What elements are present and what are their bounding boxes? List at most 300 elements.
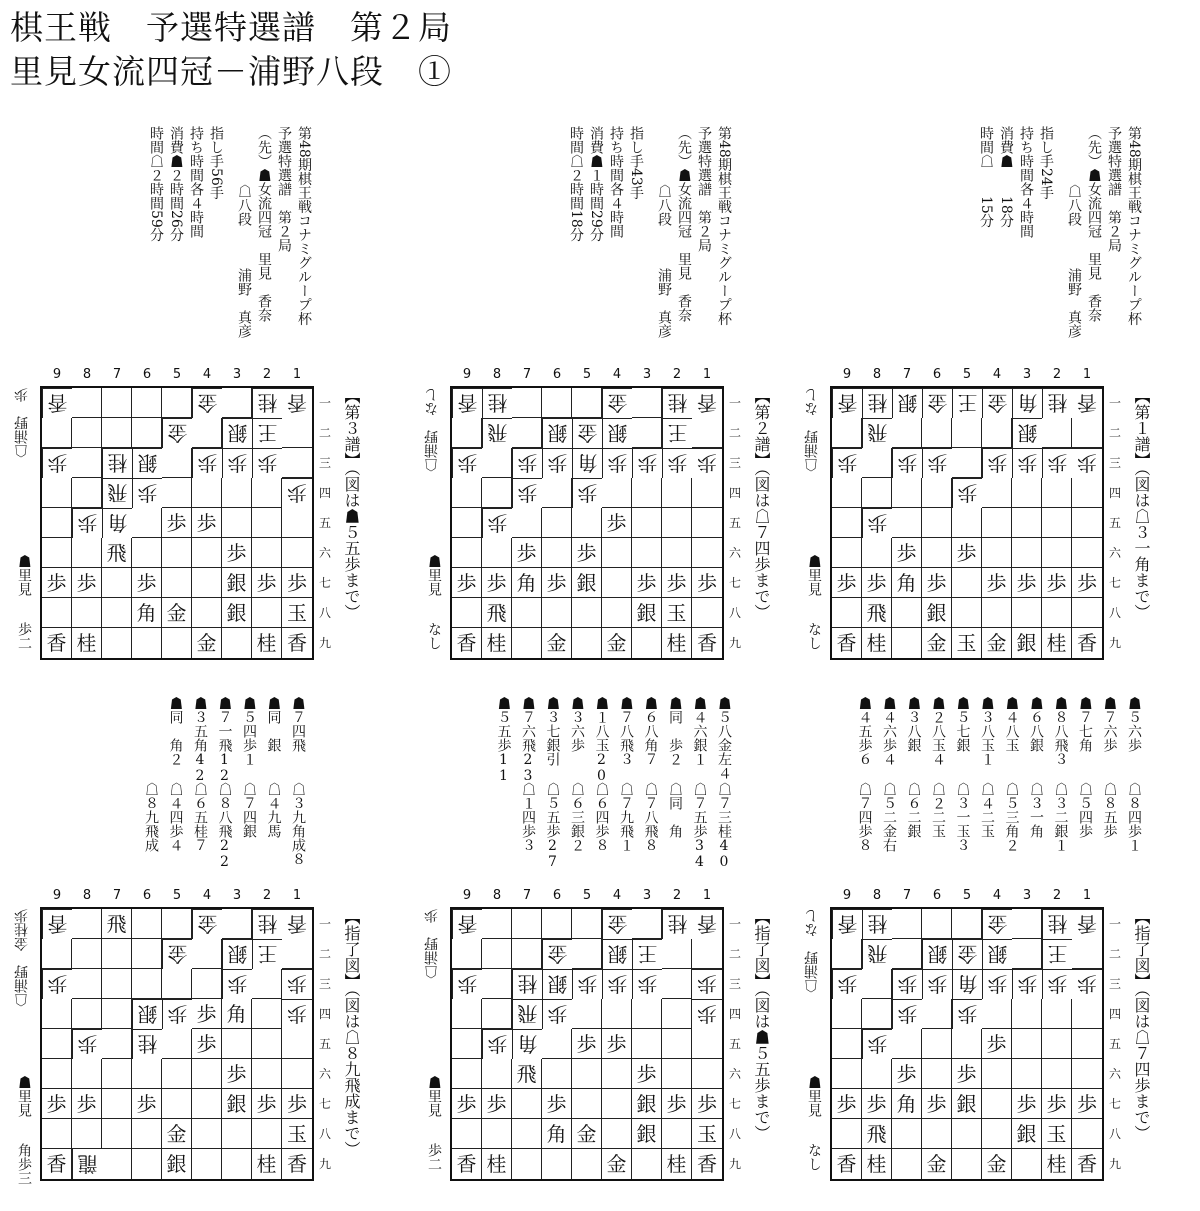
board-square	[512, 1119, 542, 1149]
board-square	[982, 598, 1012, 628]
rank-number: 三	[1108, 977, 1121, 991]
file-number: 6	[932, 367, 942, 382]
board-square	[162, 568, 192, 598]
gote-piece: 銀	[542, 418, 572, 448]
gote-player-label: ☖浦野 なし	[424, 388, 440, 472]
gote-piece: 歩	[72, 1029, 102, 1059]
file-number: 5	[582, 888, 592, 903]
board-square	[662, 508, 692, 538]
board-square	[542, 1149, 572, 1179]
rank-number: 三	[1108, 456, 1121, 470]
file-number: 5	[962, 888, 972, 903]
gote-move: ☖６三銀２	[569, 782, 585, 852]
board-square	[632, 1149, 662, 1179]
sente-piece: 金	[602, 628, 632, 658]
board-square	[1072, 508, 1102, 538]
sente-hand: なし	[806, 1143, 822, 1171]
board-square	[482, 538, 512, 568]
rank-number: 二	[318, 947, 331, 961]
rank-number: 九	[318, 636, 331, 650]
board-square	[1072, 1029, 1102, 1059]
gote-piece: 飛	[862, 939, 892, 969]
board-square	[1042, 478, 1072, 508]
sente-piece: 香	[42, 1149, 72, 1179]
board-square	[72, 939, 102, 969]
sente-piece: 銀	[222, 568, 252, 598]
board-square	[102, 1119, 132, 1149]
file-number: 7	[112, 888, 122, 903]
sente-piece: 桂	[1042, 628, 1072, 658]
board-square	[952, 1029, 982, 1059]
board-square	[102, 418, 132, 448]
board-square	[982, 478, 1012, 508]
info-used-gote: 時間☖２時間59分	[148, 126, 164, 242]
file-number: 9	[842, 888, 852, 903]
shogi-board	[40, 386, 314, 660]
gote-piece: 銀	[222, 418, 252, 448]
gote-piece: 歩	[572, 478, 602, 508]
board-square	[982, 1119, 1012, 1149]
board-square	[1012, 598, 1042, 628]
board-square	[512, 909, 542, 939]
gote-piece: 歩	[692, 448, 722, 478]
board-square	[632, 628, 662, 658]
board-square	[602, 478, 632, 508]
info-event: 第48期棋王戦コナミグループ杯	[296, 126, 312, 326]
board-square	[982, 418, 1012, 448]
gote-piece: 銀	[132, 999, 162, 1029]
rank-number: 一	[318, 917, 331, 931]
sente-piece: 歩	[1012, 1089, 1042, 1119]
gote-piece: 歩	[222, 448, 252, 478]
board-square	[282, 418, 312, 448]
gote-piece: 歩	[282, 478, 312, 508]
sente-piece: 角	[542, 1119, 572, 1149]
sente-piece: 歩	[72, 568, 102, 598]
gote-piece: 銀	[132, 448, 162, 478]
gote-move: ☖５四歩	[1077, 782, 1093, 838]
board-square	[952, 1149, 982, 1179]
sente-piece: 桂	[252, 1149, 282, 1179]
board-grid	[42, 909, 312, 1179]
board-square	[252, 1029, 282, 1059]
board-square	[832, 999, 862, 1029]
info-game: 予選特選譜 第２局	[1106, 126, 1122, 252]
board-square	[192, 1149, 222, 1179]
board-square	[832, 1029, 862, 1059]
board-square	[282, 939, 312, 969]
board-square	[192, 1059, 222, 1089]
board-square	[542, 388, 572, 418]
gote-piece: 金	[982, 909, 1012, 939]
gote-piece: 桂	[662, 909, 692, 939]
rank-number: 六	[318, 546, 331, 560]
file-number: 9	[462, 367, 472, 382]
board-square	[572, 628, 602, 658]
board-square	[42, 1059, 72, 1089]
board-square	[72, 538, 102, 568]
rank-number: 四	[1108, 486, 1121, 500]
sente-move: ☗７七角	[1077, 696, 1093, 752]
file-number: 5	[172, 888, 182, 903]
board-square	[72, 478, 102, 508]
gote-piece: 歩	[222, 969, 252, 999]
board-square	[572, 1059, 602, 1089]
board-square	[102, 1089, 132, 1119]
sente-piece: 玉	[662, 598, 692, 628]
gote-piece: 歩	[602, 969, 632, 999]
rank-number: 八	[728, 1127, 741, 1141]
rank-number: 九	[728, 636, 741, 650]
file-number: 3	[232, 367, 242, 382]
sente-piece: 歩	[452, 1089, 482, 1119]
board-square	[542, 598, 572, 628]
sente-piece: 歩	[832, 1089, 862, 1119]
sente-move: ☗４六銀１	[691, 696, 708, 766]
board-square	[892, 1029, 922, 1059]
gote-piece: 角	[1012, 388, 1042, 418]
gote-piece: 角	[102, 508, 132, 538]
board-square	[952, 508, 982, 538]
gote-piece: 桂	[662, 388, 692, 418]
gote-piece: 歩	[692, 999, 722, 1029]
sente-piece: 歩	[952, 1059, 982, 1089]
rank-number: 五	[318, 516, 331, 530]
gote-piece: 銀	[222, 939, 252, 969]
sente-piece: 香	[42, 628, 72, 658]
rank-number: 九	[318, 1157, 331, 1171]
gote-piece: 香	[1072, 909, 1102, 939]
info-used-gote: 時間☖２時間18分	[568, 126, 584, 242]
board-square	[132, 1059, 162, 1089]
gote-piece: 歩	[252, 448, 282, 478]
gote-piece: 王	[632, 939, 662, 969]
board-square	[482, 478, 512, 508]
board-square	[512, 1149, 542, 1179]
board-square	[1012, 508, 1042, 538]
board-square	[72, 448, 102, 478]
sente-piece: 歩	[862, 568, 892, 598]
board-square	[72, 1119, 102, 1149]
info-event: 第48期棋王戦コナミグループ杯	[1126, 126, 1142, 326]
board-square	[252, 508, 282, 538]
gote-piece: 歩	[132, 478, 162, 508]
gote-piece: 歩	[1072, 969, 1102, 999]
board-square	[572, 1149, 602, 1179]
board-square	[692, 598, 722, 628]
rank-number: 五	[318, 1037, 331, 1051]
gote-piece: 歩	[892, 448, 922, 478]
rank-number: 二	[728, 947, 741, 961]
rank-number: 八	[318, 1127, 331, 1141]
sente-piece: 歩	[572, 1029, 602, 1059]
board-square	[512, 388, 542, 418]
board-square	[452, 418, 482, 448]
board-square	[102, 628, 132, 658]
sente-piece: 角	[892, 1089, 922, 1119]
board-square	[482, 909, 512, 939]
gote-piece: 香	[452, 388, 482, 418]
gote-piece: 歩	[192, 448, 222, 478]
board-square	[572, 909, 602, 939]
board-square	[1072, 1059, 1102, 1089]
board-square	[102, 969, 132, 999]
file-number: 8	[492, 367, 502, 382]
sente-piece: 歩	[542, 568, 572, 598]
shogi-board	[450, 907, 724, 1181]
board-square	[922, 418, 952, 448]
gote-piece: 桂	[132, 1029, 162, 1059]
sente-piece: 歩	[192, 999, 222, 1029]
sente-player-label: ☗里見	[806, 554, 822, 596]
rank-number: 三	[728, 456, 741, 470]
sente-piece: 金	[162, 598, 192, 628]
info-sente: （先）☗女流四冠 里見 香奈	[256, 126, 272, 322]
gote-piece: 王	[952, 388, 982, 418]
sente-piece: 歩	[282, 1089, 312, 1119]
sente-piece: 飛	[482, 598, 512, 628]
gote-piece: 香	[282, 388, 312, 418]
board-square	[952, 448, 982, 478]
board-square	[662, 999, 692, 1029]
board-square	[42, 508, 72, 538]
board-grid	[452, 388, 722, 658]
sente-player-label: ☗里見	[806, 1075, 822, 1117]
board-square	[572, 508, 602, 538]
file-number: 2	[672, 888, 682, 903]
board-square	[1042, 999, 1072, 1029]
diagram-caption: 【第１譜】（図は☖３一角まで）	[1132, 388, 1151, 620]
sente-piece: 歩	[922, 568, 952, 598]
sente-piece: 香	[1077, 631, 1097, 655]
shogi-board	[450, 386, 724, 660]
board-square	[952, 909, 982, 939]
sente-piece: 金	[922, 1149, 952, 1179]
board-square	[192, 418, 222, 448]
board-square	[542, 1059, 572, 1089]
board-square	[892, 1149, 922, 1179]
gote-piece: 銀	[892, 388, 922, 418]
board-square	[252, 538, 282, 568]
gote-piece: 銀	[542, 969, 572, 999]
rank-number: 一	[318, 396, 331, 410]
board-square	[252, 478, 282, 508]
board-square	[192, 969, 222, 999]
gote-piece: 歩	[482, 1029, 512, 1059]
rank-number: 四	[318, 1007, 331, 1021]
sente-hand: 歩二	[16, 622, 32, 650]
gote-move: ☖４二玉	[979, 782, 995, 838]
sente-move: ☗３五角42	[192, 696, 208, 784]
sente-move: ☗１八玉20	[593, 696, 610, 784]
sente-piece: 角	[132, 598, 162, 628]
file-number: 4	[992, 367, 1002, 382]
gote-piece: 歩	[862, 1029, 892, 1059]
file-number: 8	[872, 367, 882, 382]
board-square	[132, 538, 162, 568]
sente-piece: 歩	[982, 1029, 1012, 1059]
board-square	[952, 1119, 982, 1149]
sente-piece: 歩	[862, 1089, 892, 1119]
board-square	[1072, 418, 1102, 448]
rank-number: 四	[728, 1007, 741, 1021]
board-square	[132, 939, 162, 969]
board-square	[602, 598, 632, 628]
rank-number: 二	[1108, 426, 1121, 440]
board-square	[162, 388, 192, 418]
gote-move: ☖３九角成８	[290, 782, 306, 866]
gote-piece: 金	[572, 418, 602, 448]
sente-piece: 歩	[252, 1089, 282, 1119]
board-square	[1072, 478, 1102, 508]
gote-player-label: ☖浦野 なし	[804, 388, 820, 472]
board-square	[42, 999, 72, 1029]
sente-piece: 歩	[482, 1089, 512, 1119]
sente-piece: 銀	[572, 568, 602, 598]
board-square	[862, 448, 892, 478]
gote-piece: 歩	[1042, 448, 1072, 478]
sente-piece: 歩	[952, 538, 982, 568]
gote-piece: 王	[662, 418, 692, 448]
board-square	[1042, 1029, 1072, 1059]
gote-piece: 金	[542, 939, 572, 969]
gote-piece: 歩	[512, 478, 542, 508]
board-square	[1072, 598, 1102, 628]
sente-piece: 歩	[542, 1089, 572, 1119]
gote-piece: 歩	[542, 448, 572, 478]
gote-piece: 歩	[692, 969, 722, 999]
info-sente: （先）☗女流四冠 里見 香奈	[676, 126, 692, 322]
sente-piece: 香	[697, 1152, 717, 1176]
file-number: 3	[642, 888, 652, 903]
board-square	[102, 568, 132, 598]
gote-move: ☖７三桂40	[716, 782, 732, 870]
sente-piece: 銀	[162, 1149, 192, 1179]
rank-number: 二	[318, 426, 331, 440]
info-used-sente: 消費☗１時間29分	[588, 126, 604, 242]
board-square	[222, 508, 252, 538]
rank-number: 三	[318, 977, 331, 991]
info-event: 第48期棋王戦コナミグループ杯	[716, 126, 732, 326]
gote-piece: 歩	[452, 448, 482, 478]
sente-piece: 歩	[572, 538, 602, 568]
board-square	[42, 478, 72, 508]
gote-piece: 王	[252, 939, 282, 969]
rank-number: 五	[728, 516, 741, 530]
rank-number: 四	[1108, 1007, 1121, 1021]
info-moves: 指し手43手	[628, 126, 644, 200]
board-square	[832, 1119, 862, 1149]
sente-piece: 金	[572, 1119, 602, 1149]
board-square	[892, 508, 922, 538]
gote-piece: 歩	[572, 969, 602, 999]
file-number: 3	[642, 367, 652, 382]
board-square	[922, 999, 952, 1029]
sente-piece: 香	[832, 1149, 862, 1179]
board-square	[452, 508, 482, 538]
board-square	[192, 1089, 222, 1119]
rank-number: 九	[728, 1157, 741, 1171]
board-square	[862, 1059, 892, 1089]
board-square	[102, 388, 132, 418]
sente-piece: 玉	[952, 628, 982, 658]
gote-piece: 桂	[252, 909, 282, 939]
sente-piece: 桂	[1042, 1149, 1072, 1179]
rank-number: 五	[1108, 1037, 1121, 1051]
board-square	[72, 999, 102, 1029]
board-square	[892, 478, 922, 508]
sente-piece: 香	[832, 628, 862, 658]
rank-number: 一	[728, 917, 741, 931]
gote-piece: 歩	[632, 969, 662, 999]
diagram-caption: 【第３譜】（図は☗５五歩まで）	[342, 388, 361, 620]
sente-piece: 歩	[892, 1059, 922, 1089]
board-square	[1012, 1149, 1042, 1179]
board-square	[132, 628, 162, 658]
board-square	[1012, 939, 1042, 969]
gote-piece: 歩	[832, 969, 862, 999]
board-square	[72, 969, 102, 999]
rank-number: 八	[728, 606, 741, 620]
board-square	[1072, 999, 1102, 1029]
sente-piece: 飛	[102, 538, 132, 568]
gote-piece: 歩	[512, 448, 542, 478]
board-square	[132, 418, 162, 448]
board-square	[512, 628, 542, 658]
info-moves: 指し手24手	[1038, 126, 1054, 200]
board-square	[222, 1119, 252, 1149]
diagram-caption: 【指了図】（図は☖８九飛成まで）	[342, 909, 361, 1157]
file-number: 6	[552, 888, 562, 903]
sente-move: ☗３八玉１	[979, 696, 995, 766]
sente-player-label: ☗里見	[16, 1075, 32, 1117]
board-square	[222, 1029, 252, 1059]
gote-piece: 桂	[512, 969, 542, 999]
sente-piece: 金	[162, 1119, 192, 1149]
gote-piece: 飛	[512, 999, 542, 1029]
board-square	[1012, 1059, 1042, 1089]
sente-piece: 香	[452, 628, 482, 658]
sente-piece: 金	[602, 1149, 632, 1179]
board-square	[162, 1029, 192, 1059]
gote-piece: 龍	[72, 1149, 102, 1179]
sente-piece: 飛	[862, 598, 892, 628]
board-square	[192, 478, 222, 508]
sente-move: ☗同 銀	[265, 696, 282, 752]
board-square	[102, 1029, 132, 1059]
board-square	[662, 969, 692, 999]
gote-move: ☖７四歩８	[856, 782, 873, 852]
gote-piece: 歩	[922, 448, 952, 478]
board-square	[1042, 508, 1072, 538]
gote-piece: 歩	[1012, 448, 1042, 478]
board-square	[542, 909, 572, 939]
rank-number: 七	[728, 1097, 741, 1111]
diagram-caption: 【指了図】（図は☖７四歩まで）	[1132, 909, 1151, 1141]
board-square	[162, 628, 192, 658]
board-square	[42, 1119, 72, 1149]
file-number: 2	[1052, 888, 1062, 903]
sente-move: ☗５五歩11	[495, 696, 512, 784]
file-number: 7	[902, 367, 912, 382]
board-square	[222, 478, 252, 508]
sente-move: ☗７六飛23	[520, 696, 536, 784]
sente-piece: 歩	[1072, 568, 1102, 598]
shogi-board	[830, 386, 1104, 660]
board-square	[632, 909, 662, 939]
sente-piece: 歩	[1072, 1089, 1102, 1119]
sente-move: ☗７六歩	[1101, 696, 1118, 752]
